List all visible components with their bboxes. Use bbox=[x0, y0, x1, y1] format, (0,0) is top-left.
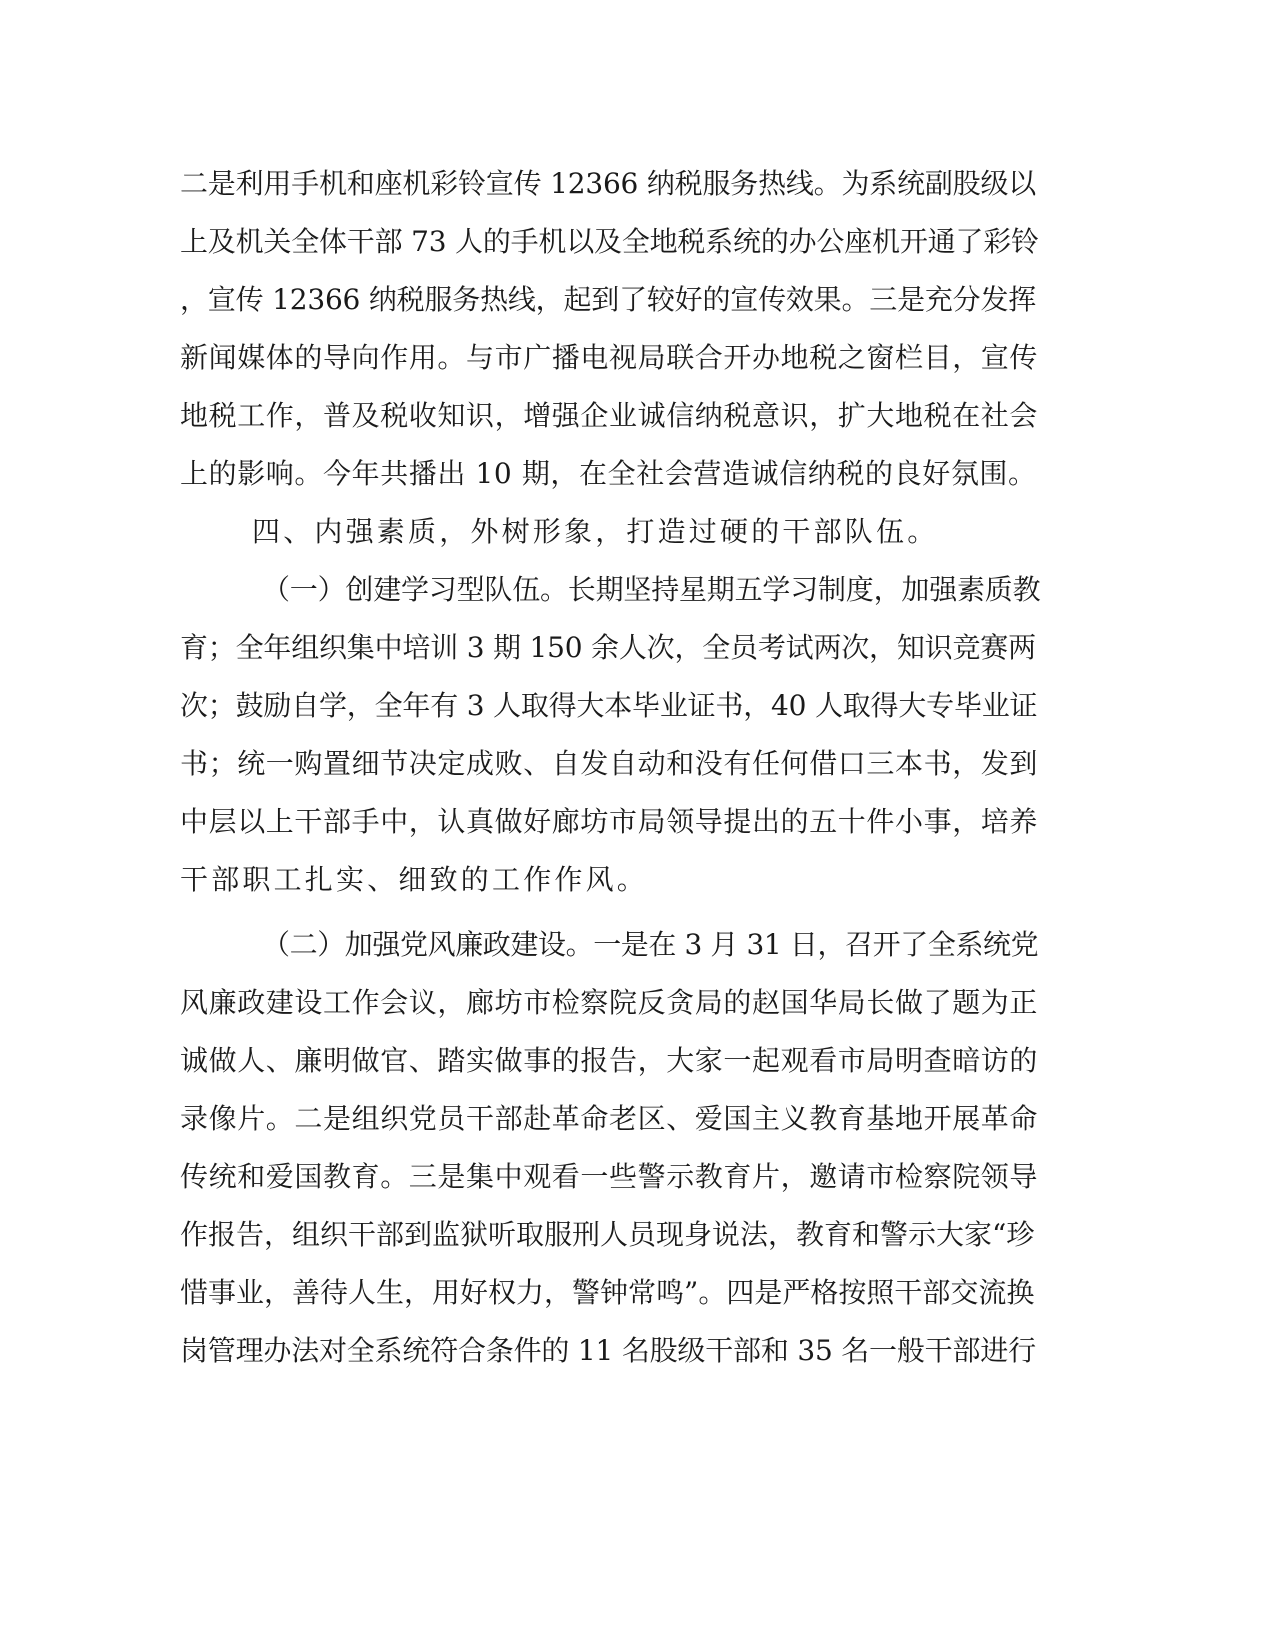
paragraph-line: ，宣传 12366 纳税服务热线，起到了较好的宣传效果。三是充分发挥 bbox=[180, 283, 1037, 316]
paragraph-line: 书；统一购置细节决定成败、自发自动和没有任何借口三本书，发到 bbox=[180, 747, 1039, 780]
paragraph-line: 次；鼓励自学，全年有 3 人取得大本毕业证书，40 人取得大专毕业证 bbox=[180, 689, 1038, 722]
paragraph-line: 诚做人、廉明做官、踏实做事的报告，大家一起观看市局明查暗访的 bbox=[180, 1044, 1039, 1077]
paragraph-line: 中层以上干部手中，认真做好廊坊市局领导提出的五十件小事，培养 bbox=[180, 805, 1039, 838]
paragraph-line: 二是利用手机和座机彩铃宣传 12366 纳税服务热线。为系统副股级以 bbox=[180, 167, 1037, 200]
paragraph-line: 岗管理办法对全系统符合条件的 11 名股级干部和 35 名一般干部进行 bbox=[180, 1334, 1036, 1367]
paragraph-line: 上的影响。今年共播出 10 期，在全社会营造诚信纳税的良好氛围。 bbox=[180, 457, 1037, 490]
paragraph-line: 风廉政建设工作会议，廊坊市检察院反贪局的赵国华局长做了题为正 bbox=[180, 986, 1039, 1019]
paragraph-line: 地税工作，普及税收知识，增强企业诚信纳税意识，扩大地税在社会 bbox=[180, 399, 1039, 432]
paragraph-line: 录像片。二是组织党员干部赴革命老区、爱国主义教育基地开展革命 bbox=[180, 1102, 1039, 1135]
paragraph-line: 上及机关全体干部 73 人的手机以及全地税系统的办公座机开通了彩铃 bbox=[180, 225, 1039, 258]
section-heading: 四、内强素质，外树形象，打造过硬的干部队伍。 bbox=[252, 515, 939, 548]
paragraph-line: 惜事业，善待人生，用好权力，警钟常鸣”。四是严格按照干部交流换 bbox=[180, 1276, 1035, 1309]
paragraph-line: 新闻媒体的导向作用。与市广播电视局联合开办地税之窗栏目，宣传 bbox=[180, 341, 1039, 374]
paragraph-line: 育；全年组织集中培训 3 期 150 余人次，全员考试两次，知识竞赛两 bbox=[180, 631, 1036, 664]
paragraph-line: （一）创建学习型队伍。长期坚持星期五学习制度，加强素质教 bbox=[262, 573, 1041, 606]
paragraph-line: （二）加强党风廉政建设。一是在 3 月 31 日，召开了全系统党 bbox=[262, 928, 1039, 961]
paragraph-line: 传统和爱国教育。三是集中观看一些警示教育片，邀请市检察院领导 bbox=[180, 1160, 1039, 1193]
paragraph-line: 作报告，组织干部到监狱听取服刑人员现身说法，教育和警示大家“珍 bbox=[180, 1218, 1035, 1251]
paragraph-line: 干部职工扎实、细致的工作作风。 bbox=[180, 863, 649, 896]
